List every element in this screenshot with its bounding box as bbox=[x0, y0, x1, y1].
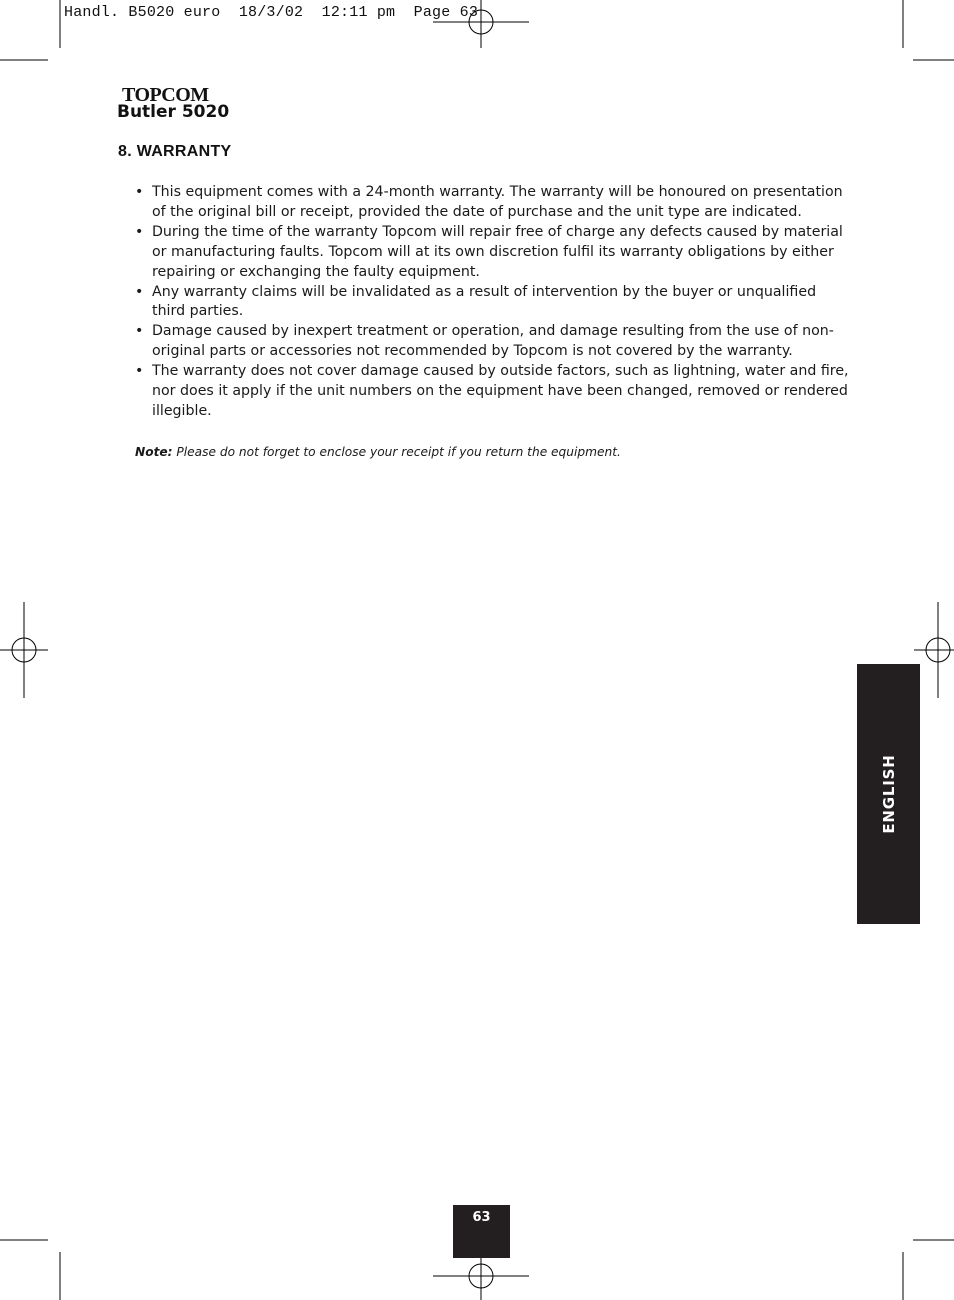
language-tab-label: ENGLISH bbox=[879, 754, 898, 834]
note-text: Please do not forget to enclose your receipt if you return the equipment. bbox=[172, 445, 621, 459]
list-item: • During the time of the warranty Topcom will repair free of charge any defects caused by material or manufacturing faults. Topcom will at its own discretion fulfil its warranty obligations by either repairing or exchanging the faulty equipment. bbox=[135, 223, 851, 283]
list-item: • Any warranty claims will be invalidated as a result of intervention by the buyer or unqualified third parties. bbox=[135, 283, 851, 323]
section-title: 8. WARRANTY bbox=[118, 143, 232, 160]
warranty-list bbox=[135, 183, 851, 422]
note-label: Note: bbox=[135, 445, 173, 459]
print-slug: Handl. B5020 euro 18/3/02 12:11 pm Page 63 bbox=[64, 4, 479, 21]
model-name: Butler 5020 bbox=[117, 102, 230, 122]
list-item: • Damage caused by inexpert treatment or operation, and damage resulting from the use of non-original parts or accessories not recommended by Topcom is not covered by the warranty. bbox=[135, 322, 851, 362]
page-number-box bbox=[453, 1205, 510, 1258]
list-item: • This equipment comes with a 24-month warranty. The warranty will be honoured on presentation of the original bill or receipt, provided the date of purchase and the unit type are indicated. bbox=[135, 183, 851, 223]
language-tab bbox=[857, 664, 920, 924]
note bbox=[135, 445, 621, 459]
topcom-logo bbox=[122, 84, 212, 104]
page-number: 63 bbox=[472, 1210, 491, 1225]
svg-text:TOPCOM: TOPCOM bbox=[122, 84, 209, 104]
list-item: • The warranty does not cover damage caused by outside factors, such as lightning, water and fire, nor does it apply if the unit numbers on the equipment have been changed, removed or rendered illegible. bbox=[135, 362, 851, 422]
